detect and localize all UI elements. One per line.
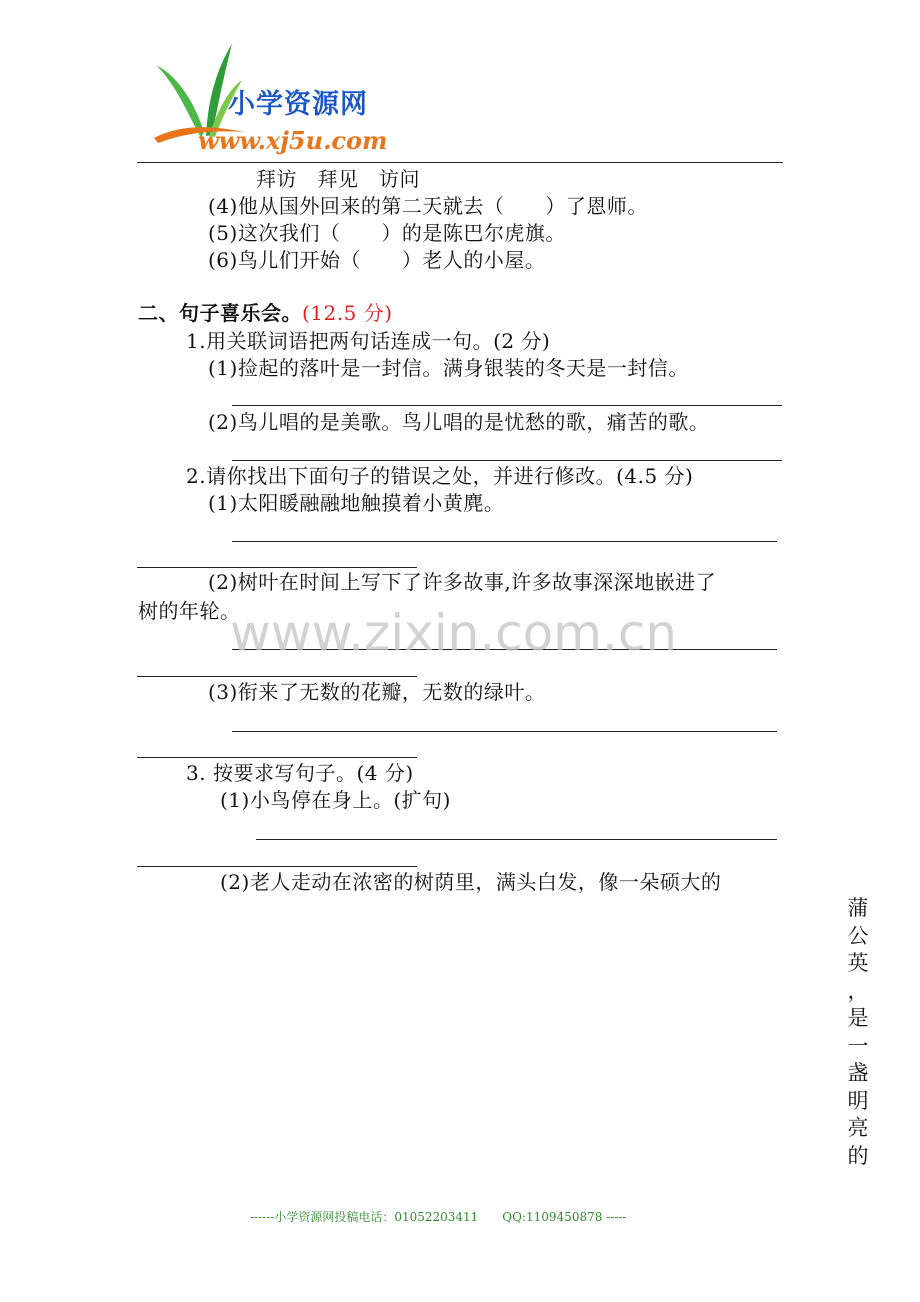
- answer-line[interactable]: [232, 460, 782, 461]
- watermark-text: www.zixin.com.cn: [230, 604, 678, 662]
- question-1-item-2: (2)鸟儿唱的是美歌。鸟儿唱的是忧愁的歌，痛苦的歌。: [208, 410, 710, 434]
- side-char: 明: [847, 1088, 869, 1113]
- question-2-item-1: (1)太阳暖融融地触摸着小黄麂。: [208, 491, 505, 515]
- answer-line[interactable]: [256, 839, 777, 840]
- section-title-text: 二、句子喜乐会。: [138, 301, 302, 325]
- page-footer: ------小学资源网投稿电话：01052203411 QQ:1109450878 -----: [250, 1210, 627, 1224]
- question-3-item-1: (1)小鸟停在身上。(扩句): [220, 788, 451, 812]
- site-logo: [140, 40, 388, 160]
- question-2-item-3: (3)衔来了无数的花瓣，无数的绿叶。: [208, 680, 546, 704]
- answer-line[interactable]: [137, 676, 417, 677]
- question-2-title: 2.请你找出下面句子的错误之处，并进行修改。(4.5 分): [186, 464, 694, 488]
- vertical-side-text: [847, 895, 869, 1170]
- question-3-title: 3. 按要求写句子。(4 分): [186, 761, 414, 785]
- fill-blank-item-4: (4)他从国外回来的第二天就去（ ）了恩师。: [208, 194, 648, 218]
- logo-url: www.xj5u.com: [198, 126, 388, 155]
- answer-line[interactable]: [137, 567, 417, 568]
- question-3-item-2: (2)老人走动在浓密的树荫里，满头白发，像一朵硕大的: [220, 870, 722, 894]
- answer-line[interactable]: [137, 866, 417, 867]
- question-1-title: 1.用关联词语把两句话连成一句。(2 分): [186, 329, 551, 353]
- side-char: 亮: [847, 1116, 869, 1140]
- side-char: 是: [847, 1006, 869, 1030]
- fill-blank-item-5: (5)这次我们（ ）的是陈巴尔虎旗。: [208, 221, 566, 245]
- section-title: [138, 300, 393, 326]
- fill-blank-item-6: (6)鸟儿们开始（ ）老人的小屋。: [208, 248, 546, 272]
- question-2-item-2: (2)树叶在时间上写下了许多故事,许多故事深深地嵌进了: [208, 570, 717, 594]
- question-1-item-1: (1)捡起的落叶是一封信。满身银装的冬天是一封信。: [208, 356, 689, 380]
- side-char: 蒲: [847, 896, 869, 920]
- answer-line[interactable]: [232, 405, 782, 406]
- side-char: 英: [847, 951, 869, 975]
- answer-line[interactable]: [232, 541, 777, 542]
- side-char: 一: [847, 1033, 869, 1058]
- answer-line[interactable]: [137, 757, 417, 758]
- side-char: 盏: [847, 1061, 869, 1085]
- side-char: 公: [847, 923, 869, 948]
- logo-chinese-name: 小学资源网: [228, 89, 368, 120]
- answer-line[interactable]: [232, 731, 777, 732]
- question-2-item-2-continued: 树的年轮。: [138, 599, 241, 623]
- word-options: 拜访 拜见 访问: [256, 167, 420, 191]
- section-score: (12.5 分): [302, 301, 393, 325]
- side-char: 的: [847, 1143, 869, 1168]
- header-divider: [137, 162, 783, 163]
- side-char: ，: [847, 978, 869, 1003]
